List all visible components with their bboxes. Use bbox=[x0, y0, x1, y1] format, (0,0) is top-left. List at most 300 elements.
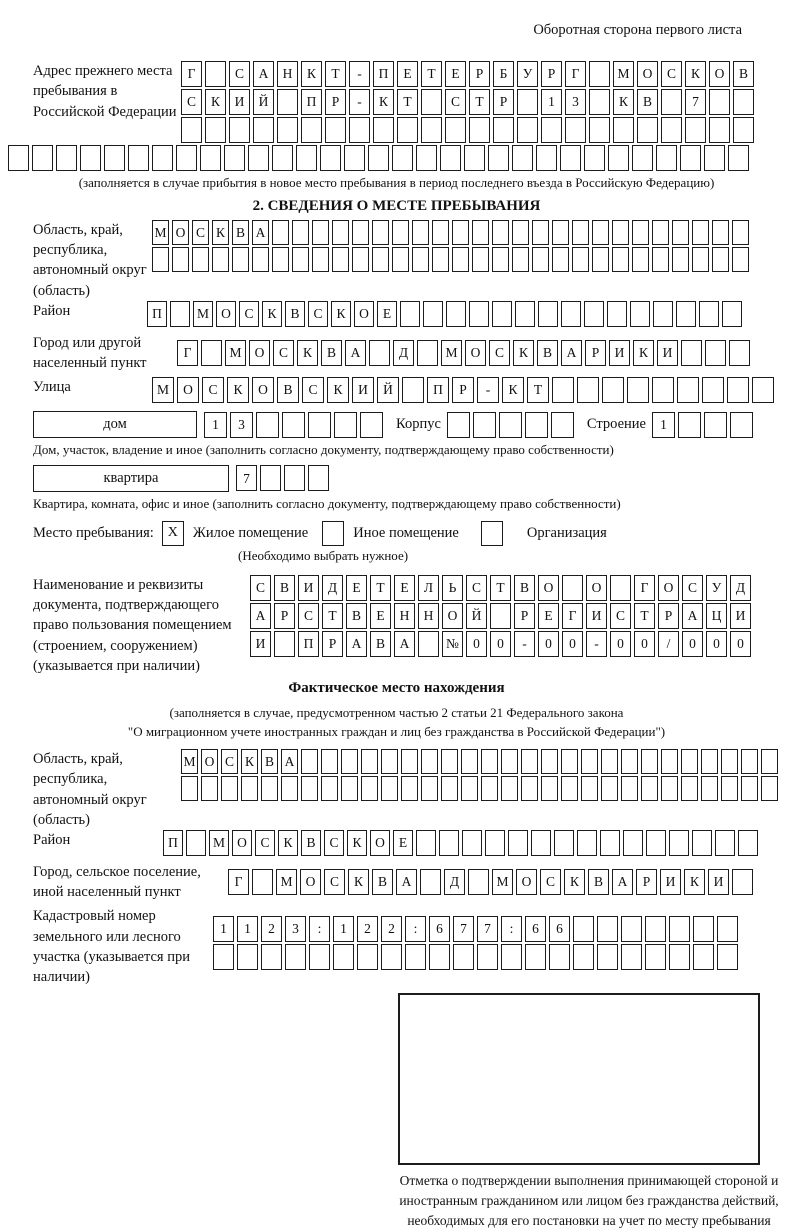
char-box[interactable] bbox=[237, 944, 258, 970]
char-box[interactable] bbox=[541, 776, 558, 801]
char-box[interactable]: К bbox=[241, 749, 258, 774]
char-box[interactable] bbox=[272, 220, 289, 245]
char-box[interactable]: Т bbox=[634, 603, 655, 629]
char-box[interactable] bbox=[701, 776, 718, 801]
char-box[interactable] bbox=[676, 301, 696, 327]
char-box[interactable]: - bbox=[477, 377, 499, 403]
char-box[interactable] bbox=[421, 749, 438, 774]
char-box[interactable] bbox=[512, 220, 529, 245]
char-box[interactable]: Р bbox=[274, 603, 295, 629]
char-box[interactable] bbox=[623, 830, 643, 856]
char-box[interactable]: В bbox=[733, 61, 754, 87]
char-box[interactable] bbox=[352, 220, 369, 245]
char-box[interactable] bbox=[572, 247, 589, 272]
char-box[interactable] bbox=[432, 220, 449, 245]
char-box[interactable]: Е bbox=[394, 575, 415, 601]
char-box[interactable] bbox=[357, 944, 378, 970]
char-box[interactable] bbox=[501, 944, 522, 970]
char-box[interactable]: 0 bbox=[634, 631, 655, 657]
char-box[interactable] bbox=[170, 301, 190, 327]
char-box[interactable] bbox=[201, 340, 222, 366]
char-box[interactable] bbox=[277, 117, 298, 143]
char-box[interactable] bbox=[661, 117, 682, 143]
char-box[interactable]: О bbox=[637, 61, 658, 87]
char-box[interactable]: М bbox=[152, 377, 174, 403]
char-box[interactable] bbox=[252, 869, 273, 895]
char-box[interactable] bbox=[717, 916, 738, 942]
char-box[interactable] bbox=[104, 145, 125, 171]
char-box[interactable]: Р bbox=[325, 89, 346, 115]
char-box[interactable]: М bbox=[225, 340, 246, 366]
char-box[interactable] bbox=[186, 830, 206, 856]
char-box[interactable] bbox=[600, 830, 620, 856]
char-box[interactable]: О bbox=[370, 830, 390, 856]
char-box[interactable] bbox=[292, 220, 309, 245]
char-box[interactable]: П bbox=[163, 830, 183, 856]
char-box[interactable] bbox=[692, 830, 712, 856]
char-box[interactable] bbox=[229, 117, 250, 143]
char-box[interactable] bbox=[727, 377, 749, 403]
char-box[interactable]: О bbox=[232, 830, 252, 856]
char-box[interactable] bbox=[372, 247, 389, 272]
char-box[interactable]: Д bbox=[393, 340, 414, 366]
char-box[interactable] bbox=[597, 916, 618, 942]
char-box[interactable]: С bbox=[466, 575, 487, 601]
char-box[interactable]: В bbox=[232, 220, 249, 245]
char-box[interactable]: П bbox=[427, 377, 449, 403]
char-box[interactable]: С bbox=[445, 89, 466, 115]
char-box[interactable] bbox=[712, 247, 729, 272]
char-box[interactable] bbox=[441, 776, 458, 801]
char-box[interactable] bbox=[692, 220, 709, 245]
char-box[interactable] bbox=[661, 89, 682, 115]
char-box[interactable] bbox=[469, 301, 489, 327]
char-box[interactable] bbox=[401, 776, 418, 801]
char-box[interactable]: Д bbox=[444, 869, 465, 895]
char-box[interactable] bbox=[360, 412, 383, 438]
char-box[interactable] bbox=[652, 377, 674, 403]
char-box[interactable]: 7 bbox=[236, 465, 257, 491]
char-box[interactable] bbox=[752, 377, 774, 403]
char-box[interactable] bbox=[397, 117, 418, 143]
char-box[interactable] bbox=[128, 145, 149, 171]
char-box[interactable]: С bbox=[298, 603, 319, 629]
char-box[interactable]: О bbox=[252, 377, 274, 403]
char-box[interactable] bbox=[213, 944, 234, 970]
char-box[interactable] bbox=[192, 247, 209, 272]
char-box[interactable] bbox=[485, 830, 505, 856]
char-box[interactable] bbox=[296, 145, 317, 171]
char-box[interactable] bbox=[381, 776, 398, 801]
char-box[interactable] bbox=[232, 247, 249, 272]
char-box[interactable] bbox=[205, 61, 226, 87]
char-box[interactable] bbox=[560, 145, 581, 171]
char-box[interactable] bbox=[681, 340, 702, 366]
char-box[interactable]: С bbox=[540, 869, 561, 895]
char-box[interactable] bbox=[260, 465, 281, 491]
char-box[interactable]: К bbox=[373, 89, 394, 115]
char-box[interactable]: 0 bbox=[466, 631, 487, 657]
char-box[interactable] bbox=[421, 117, 442, 143]
char-box[interactable] bbox=[561, 776, 578, 801]
char-box[interactable] bbox=[8, 145, 29, 171]
char-box[interactable]: Т bbox=[325, 61, 346, 87]
char-box[interactable]: О bbox=[300, 869, 321, 895]
char-box[interactable]: О bbox=[516, 869, 537, 895]
char-box[interactable]: Е bbox=[445, 61, 466, 87]
char-box[interactable]: 7 bbox=[477, 916, 498, 942]
char-box[interactable] bbox=[492, 220, 509, 245]
char-box[interactable]: О bbox=[177, 377, 199, 403]
char-box[interactable] bbox=[661, 776, 678, 801]
char-box[interactable] bbox=[301, 776, 318, 801]
char-box[interactable] bbox=[525, 412, 548, 438]
char-box[interactable]: 7 bbox=[685, 89, 706, 115]
char-box[interactable] bbox=[488, 145, 509, 171]
char-box[interactable] bbox=[709, 89, 730, 115]
char-box[interactable]: 1 bbox=[541, 89, 562, 115]
char-box[interactable]: С bbox=[610, 603, 631, 629]
char-box[interactable] bbox=[440, 145, 461, 171]
char-box[interactable] bbox=[722, 301, 742, 327]
char-box[interactable]: В bbox=[637, 89, 658, 115]
char-box[interactable] bbox=[652, 247, 669, 272]
char-box[interactable] bbox=[493, 117, 514, 143]
char-box[interactable] bbox=[274, 631, 295, 657]
char-box[interactable]: С bbox=[489, 340, 510, 366]
char-box[interactable] bbox=[621, 916, 642, 942]
char-box[interactable]: 3 bbox=[230, 412, 253, 438]
char-box[interactable] bbox=[248, 145, 269, 171]
char-box[interactable] bbox=[581, 749, 598, 774]
char-box[interactable] bbox=[205, 117, 226, 143]
char-box[interactable]: А bbox=[345, 340, 366, 366]
char-box[interactable] bbox=[621, 944, 642, 970]
char-box[interactable]: С bbox=[202, 377, 224, 403]
char-box[interactable]: М bbox=[276, 869, 297, 895]
char-box[interactable] bbox=[499, 412, 522, 438]
char-box[interactable]: И bbox=[229, 89, 250, 115]
kvartira-type-box[interactable]: квартира bbox=[33, 465, 229, 492]
char-box[interactable] bbox=[344, 145, 365, 171]
char-box[interactable] bbox=[738, 830, 758, 856]
char-box[interactable] bbox=[589, 117, 610, 143]
char-box[interactable] bbox=[732, 247, 749, 272]
char-box[interactable] bbox=[584, 301, 604, 327]
char-box[interactable]: Й bbox=[466, 603, 487, 629]
char-box[interactable] bbox=[549, 944, 570, 970]
char-box[interactable] bbox=[551, 412, 574, 438]
char-box[interactable] bbox=[481, 749, 498, 774]
char-box[interactable] bbox=[412, 247, 429, 272]
char-box[interactable]: А bbox=[250, 603, 271, 629]
char-box[interactable] bbox=[661, 749, 678, 774]
char-box[interactable]: 0 bbox=[706, 631, 727, 657]
char-box[interactable] bbox=[272, 145, 293, 171]
char-box[interactable] bbox=[538, 301, 558, 327]
char-box[interactable]: 0 bbox=[538, 631, 559, 657]
char-box[interactable] bbox=[701, 749, 718, 774]
char-box[interactable]: К bbox=[633, 340, 654, 366]
char-box[interactable] bbox=[597, 944, 618, 970]
char-box[interactable]: К bbox=[564, 869, 585, 895]
char-box[interactable] bbox=[261, 944, 282, 970]
char-box[interactable] bbox=[681, 749, 698, 774]
char-box[interactable]: 1 bbox=[237, 916, 258, 942]
char-box[interactable]: А bbox=[612, 869, 633, 895]
char-box[interactable] bbox=[301, 749, 318, 774]
char-box[interactable] bbox=[332, 220, 349, 245]
char-box[interactable] bbox=[181, 776, 198, 801]
char-box[interactable] bbox=[592, 220, 609, 245]
char-box[interactable]: Р bbox=[452, 377, 474, 403]
char-box[interactable] bbox=[373, 117, 394, 143]
char-box[interactable] bbox=[532, 220, 549, 245]
char-box[interactable] bbox=[416, 830, 436, 856]
char-box[interactable]: С bbox=[661, 61, 682, 87]
char-box[interactable]: О bbox=[201, 749, 218, 774]
char-box[interactable] bbox=[401, 749, 418, 774]
char-box[interactable] bbox=[672, 220, 689, 245]
char-box[interactable] bbox=[181, 117, 202, 143]
char-box[interactable]: И bbox=[730, 603, 751, 629]
char-box[interactable] bbox=[512, 145, 533, 171]
char-box[interactable] bbox=[481, 776, 498, 801]
char-box[interactable]: И bbox=[586, 603, 607, 629]
char-box[interactable] bbox=[554, 830, 574, 856]
char-box[interactable]: 1 bbox=[333, 916, 354, 942]
char-box[interactable]: Ь bbox=[442, 575, 463, 601]
char-box[interactable]: - bbox=[349, 89, 370, 115]
char-box[interactable] bbox=[601, 776, 618, 801]
char-box[interactable] bbox=[284, 465, 305, 491]
char-box[interactable]: М bbox=[181, 749, 198, 774]
char-box[interactable] bbox=[473, 412, 496, 438]
char-box[interactable]: Т bbox=[322, 603, 343, 629]
char-box[interactable]: Р bbox=[322, 631, 343, 657]
char-box[interactable]: И bbox=[657, 340, 678, 366]
char-box[interactable] bbox=[152, 145, 173, 171]
char-box[interactable] bbox=[417, 340, 438, 366]
confirmation-stamp-box[interactable] bbox=[398, 993, 760, 1165]
char-box[interactable]: В bbox=[277, 377, 299, 403]
char-box[interactable] bbox=[561, 301, 581, 327]
char-box[interactable]: Е bbox=[370, 603, 391, 629]
char-box[interactable] bbox=[612, 220, 629, 245]
char-box[interactable] bbox=[641, 776, 658, 801]
char-box[interactable]: С bbox=[324, 830, 344, 856]
char-box[interactable]: А bbox=[682, 603, 703, 629]
char-box[interactable]: 0 bbox=[562, 631, 583, 657]
char-box[interactable]: С bbox=[324, 869, 345, 895]
char-box[interactable] bbox=[176, 145, 197, 171]
char-box[interactable]: Р bbox=[658, 603, 679, 629]
char-box[interactable] bbox=[521, 776, 538, 801]
char-box[interactable] bbox=[492, 247, 509, 272]
char-box[interactable] bbox=[392, 145, 413, 171]
char-box[interactable]: К bbox=[513, 340, 534, 366]
char-box[interactable] bbox=[732, 869, 753, 895]
char-box[interactable]: - bbox=[514, 631, 535, 657]
char-box[interactable]: А bbox=[346, 631, 367, 657]
char-box[interactable] bbox=[630, 301, 650, 327]
char-box[interactable] bbox=[432, 247, 449, 272]
char-box[interactable] bbox=[292, 247, 309, 272]
char-box[interactable] bbox=[441, 749, 458, 774]
char-box[interactable] bbox=[565, 117, 586, 143]
char-box[interactable]: К bbox=[685, 61, 706, 87]
char-box[interactable]: И bbox=[609, 340, 630, 366]
char-box[interactable] bbox=[301, 117, 322, 143]
char-box[interactable] bbox=[462, 830, 482, 856]
char-box[interactable]: К bbox=[278, 830, 298, 856]
char-box[interactable]: Р bbox=[469, 61, 490, 87]
char-box[interactable]: П bbox=[301, 89, 322, 115]
char-box[interactable]: К bbox=[348, 869, 369, 895]
char-box[interactable] bbox=[285, 944, 306, 970]
char-box[interactable] bbox=[699, 301, 719, 327]
char-box[interactable]: О bbox=[538, 575, 559, 601]
char-box[interactable] bbox=[705, 340, 726, 366]
char-box[interactable] bbox=[32, 145, 53, 171]
char-box[interactable] bbox=[256, 412, 279, 438]
char-box[interactable] bbox=[400, 301, 420, 327]
char-box[interactable] bbox=[602, 377, 624, 403]
char-box[interactable]: № bbox=[442, 631, 463, 657]
char-box[interactable] bbox=[653, 301, 673, 327]
char-box[interactable] bbox=[321, 776, 338, 801]
char-box[interactable]: Н bbox=[277, 61, 298, 87]
char-box[interactable]: Г bbox=[181, 61, 202, 87]
char-box[interactable] bbox=[733, 117, 754, 143]
char-box[interactable]: Б bbox=[493, 61, 514, 87]
char-box[interactable]: С bbox=[255, 830, 275, 856]
char-box[interactable] bbox=[381, 944, 402, 970]
char-box[interactable]: Е bbox=[393, 830, 413, 856]
char-box[interactable]: В bbox=[514, 575, 535, 601]
char-box[interactable]: С bbox=[250, 575, 271, 601]
char-box[interactable]: 0 bbox=[610, 631, 631, 657]
char-box[interactable] bbox=[536, 145, 557, 171]
char-box[interactable]: / bbox=[658, 631, 679, 657]
char-box[interactable]: Т bbox=[469, 89, 490, 115]
char-box[interactable] bbox=[369, 340, 390, 366]
char-box[interactable] bbox=[637, 117, 658, 143]
char-box[interactable] bbox=[730, 412, 753, 438]
char-box[interactable]: А bbox=[253, 61, 274, 87]
char-box[interactable]: - bbox=[349, 61, 370, 87]
char-box[interactable] bbox=[392, 220, 409, 245]
char-box[interactable] bbox=[321, 749, 338, 774]
char-box[interactable] bbox=[729, 340, 750, 366]
char-box[interactable] bbox=[761, 749, 778, 774]
char-box[interactable]: 6 bbox=[549, 916, 570, 942]
char-box[interactable]: К bbox=[331, 301, 351, 327]
char-box[interactable] bbox=[621, 776, 638, 801]
char-box[interactable] bbox=[704, 145, 725, 171]
char-box[interactable]: Р bbox=[493, 89, 514, 115]
char-box[interactable]: Н bbox=[418, 603, 439, 629]
char-box[interactable] bbox=[693, 944, 714, 970]
char-box[interactable]: А bbox=[394, 631, 415, 657]
char-box[interactable] bbox=[282, 412, 305, 438]
char-box[interactable]: П bbox=[373, 61, 394, 87]
char-box[interactable] bbox=[741, 776, 758, 801]
char-box[interactable]: 6 bbox=[429, 916, 450, 942]
char-box[interactable]: - bbox=[586, 631, 607, 657]
char-box[interactable]: Д bbox=[730, 575, 751, 601]
char-box[interactable] bbox=[361, 749, 378, 774]
char-box[interactable] bbox=[652, 220, 669, 245]
char-box[interactable]: В bbox=[370, 631, 391, 657]
char-box[interactable] bbox=[541, 117, 562, 143]
char-box[interactable] bbox=[632, 247, 649, 272]
char-box[interactable] bbox=[492, 301, 512, 327]
char-box[interactable] bbox=[608, 145, 629, 171]
char-box[interactable]: Г bbox=[562, 603, 583, 629]
char-box[interactable] bbox=[212, 247, 229, 272]
char-box[interactable]: Г bbox=[634, 575, 655, 601]
char-box[interactable] bbox=[309, 944, 330, 970]
char-box[interactable] bbox=[447, 412, 470, 438]
char-box[interactable] bbox=[469, 117, 490, 143]
char-box[interactable] bbox=[272, 247, 289, 272]
char-box[interactable] bbox=[632, 220, 649, 245]
char-box[interactable] bbox=[446, 301, 466, 327]
char-box[interactable]: К bbox=[301, 61, 322, 87]
char-box[interactable] bbox=[224, 145, 245, 171]
char-box[interactable] bbox=[761, 776, 778, 801]
char-box[interactable] bbox=[573, 944, 594, 970]
char-box[interactable] bbox=[680, 145, 701, 171]
char-box[interactable] bbox=[704, 412, 727, 438]
char-box[interactable] bbox=[392, 247, 409, 272]
char-box[interactable]: Т bbox=[397, 89, 418, 115]
char-box[interactable]: М bbox=[209, 830, 229, 856]
char-box[interactable] bbox=[472, 247, 489, 272]
char-box[interactable]: Е bbox=[538, 603, 559, 629]
char-box[interactable]: К bbox=[205, 89, 226, 115]
char-box[interactable] bbox=[584, 145, 605, 171]
char-box[interactable]: С bbox=[239, 301, 259, 327]
char-box[interactable]: О bbox=[354, 301, 374, 327]
char-box[interactable]: А bbox=[561, 340, 582, 366]
char-box[interactable] bbox=[562, 575, 583, 601]
char-box[interactable] bbox=[525, 944, 546, 970]
char-box[interactable]: Т bbox=[421, 61, 442, 87]
char-box[interactable] bbox=[621, 749, 638, 774]
char-box[interactable] bbox=[607, 301, 627, 327]
char-box[interactable] bbox=[552, 377, 574, 403]
char-box[interactable] bbox=[732, 220, 749, 245]
char-box[interactable] bbox=[325, 117, 346, 143]
char-box[interactable] bbox=[80, 145, 101, 171]
char-box[interactable] bbox=[581, 776, 598, 801]
char-box[interactable]: Е bbox=[377, 301, 397, 327]
char-box[interactable]: В bbox=[372, 869, 393, 895]
char-box[interactable]: 2 bbox=[357, 916, 378, 942]
char-box[interactable] bbox=[349, 117, 370, 143]
char-box[interactable] bbox=[669, 830, 689, 856]
char-box[interactable]: О bbox=[172, 220, 189, 245]
char-box[interactable] bbox=[721, 749, 738, 774]
char-box[interactable] bbox=[253, 117, 274, 143]
char-box[interactable]: И bbox=[708, 869, 729, 895]
char-box[interactable] bbox=[681, 776, 698, 801]
char-box[interactable]: К bbox=[212, 220, 229, 245]
char-box[interactable]: : bbox=[309, 916, 330, 942]
char-box[interactable]: П bbox=[298, 631, 319, 657]
